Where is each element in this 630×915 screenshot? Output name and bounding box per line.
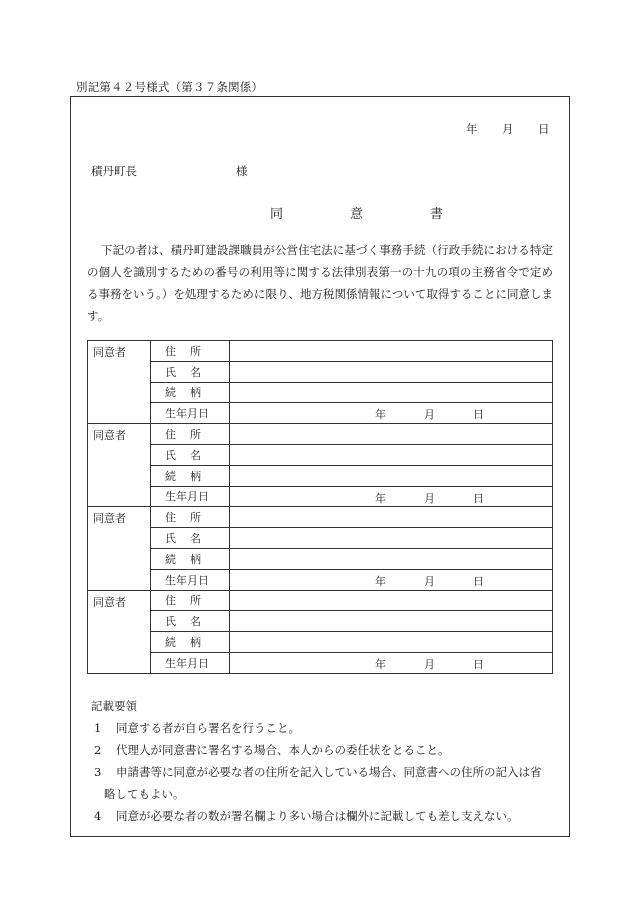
- field-label-name: [151, 444, 230, 465]
- dob-day-label: 日: [473, 491, 484, 505]
- field-label-birthdate: [151, 486, 230, 507]
- dob-year-label: 年: [375, 408, 386, 422]
- field-label-text: 住所: [165, 594, 215, 608]
- signer-2-birthdate-row: [88, 486, 553, 507]
- signer-2-name-row: [88, 444, 553, 465]
- field-label-text: 氏名: [165, 448, 215, 462]
- field-label-text: 氏名: [165, 365, 215, 379]
- note-item-3: [94, 761, 554, 805]
- field-label-birthdate: [151, 403, 230, 424]
- field-label-birthdate: [151, 652, 230, 673]
- dob-year-label: 年: [375, 574, 386, 588]
- signer-3-name-row: [88, 528, 553, 549]
- field-label-name: [151, 611, 230, 632]
- dob-month-label: 月: [424, 408, 435, 422]
- signer-2-relationship-input[interactable]: [230, 465, 553, 486]
- signer-3-name-input[interactable]: [230, 528, 553, 549]
- consent-body-text: 下記の者は、積丹町建設課職員が公営住宅法に基づく事務手続（行政手続における特定の個人を識別するための番号の利用等に関する法律別表第一の十九の項の主務省令で定める事務をいう。）を処理するために限り、地方税関係情報について取得することに同意します。: [87, 243, 553, 323]
- field-label-text: 生年月日: [165, 573, 209, 587]
- notes-heading: 記載要領: [91, 699, 137, 713]
- signer-1-relationship-row: [88, 382, 553, 403]
- signer-3-address-row: [88, 507, 553, 528]
- field-label-address: [151, 424, 230, 445]
- dob-day-label: 日: [473, 574, 484, 588]
- note-number: 2: [94, 743, 102, 757]
- signer-1-address-input[interactable]: [230, 341, 553, 362]
- signer-4-name-row: [88, 611, 553, 632]
- note-item-1: [94, 717, 554, 739]
- signer-2-name-input[interactable]: [230, 444, 553, 465]
- dob-month-label: 月: [424, 491, 435, 505]
- signer-4-relationship-input[interactable]: [230, 632, 553, 653]
- signer-4-birthdate-row: [88, 652, 553, 673]
- field-label-birthdate: [151, 569, 230, 590]
- field-label-text: 住所: [165, 511, 215, 525]
- field-label-text: 続柄: [165, 469, 215, 483]
- field-label-relationship: [151, 632, 230, 653]
- field-label-text: 住所: [165, 344, 215, 358]
- field-label-relationship: [151, 382, 230, 403]
- field-label-text: 続柄: [165, 636, 215, 650]
- signer-4-relationship-row: [88, 632, 553, 653]
- signer-1-name-row: [88, 361, 553, 382]
- note-text-continued: 略してもよい。: [104, 787, 185, 801]
- field-label-address: [151, 341, 230, 362]
- signer-3-birthdate-input[interactable]: [230, 569, 553, 590]
- field-label-relationship: [151, 465, 230, 486]
- note-number: 4: [94, 809, 102, 823]
- dob-day-label: 日: [473, 408, 484, 422]
- dob-month-label: 月: [424, 657, 435, 671]
- signer-3-relationship-row: [88, 548, 553, 569]
- dob-year-label: 年: [375, 657, 386, 671]
- signer-4-address-row: [88, 590, 553, 611]
- note-number: 1: [94, 721, 102, 735]
- signer-1-birthdate-input[interactable]: [230, 403, 553, 424]
- field-label-text: 生年月日: [165, 490, 209, 504]
- dob-day-label: 日: [473, 657, 484, 671]
- field-label-text: 生年月日: [165, 407, 209, 421]
- form-number-label: 別記第４２号様式（第３７条関係）: [76, 80, 264, 94]
- signer-table: [87, 340, 553, 674]
- field-label-relationship: [151, 548, 230, 569]
- signer-4-name-input[interactable]: [230, 611, 553, 632]
- field-label-text: 生年月日: [165, 656, 209, 670]
- field-label-text: 氏名: [165, 615, 215, 629]
- field-label-text: 住所: [165, 428, 215, 442]
- field-label-text: 続柄: [165, 386, 215, 400]
- signer-1-name-input[interactable]: [230, 361, 553, 382]
- note-item-4: [94, 805, 554, 827]
- note-text: 代理人が同意書に署名する場合、本人からの委任状をとること。: [116, 743, 450, 757]
- signer-2-address-input[interactable]: [230, 424, 553, 445]
- signer-4-birthdate-input[interactable]: [230, 652, 553, 673]
- document-title: 同 意 書: [270, 207, 471, 222]
- signer-3-address-input[interactable]: [230, 507, 553, 528]
- date-day-label: 日: [538, 122, 550, 136]
- field-label-text: 続柄: [165, 552, 215, 566]
- signer-group-label: 同意者: [88, 424, 151, 507]
- note-number: 3: [94, 765, 102, 779]
- note-text: 同意が必要な者の数が署名欄より多い場合は欄外に記載しても差し支えない。: [116, 809, 519, 823]
- addressee-honorific: 様: [236, 164, 248, 178]
- field-label-text: 氏名: [165, 532, 215, 546]
- field-label-address: [151, 507, 230, 528]
- dob-month-label: 月: [424, 574, 435, 588]
- signer-3-relationship-input[interactable]: [230, 548, 553, 569]
- field-label-name: [151, 361, 230, 382]
- addressee-name: 積丹町長: [91, 164, 137, 178]
- field-label-address: [151, 590, 230, 611]
- signer-1-address-row: [88, 341, 553, 362]
- signer-group-label: 同意者: [88, 341, 151, 424]
- note-text: 申請書等に同意が必要な者の住所を記入している場合、同意書への住所の記入は省: [116, 765, 542, 779]
- date-year-label: 年: [466, 122, 478, 136]
- field-label-name: [151, 528, 230, 549]
- note-text: 同意する者が自ら署名を行うこと。: [116, 721, 300, 735]
- signer-group-label: 同意者: [88, 590, 151, 673]
- dob-year-label: 年: [375, 491, 386, 505]
- signer-1-relationship-input[interactable]: [230, 382, 553, 403]
- signer-2-address-row: [88, 424, 553, 445]
- date-month-label: 月: [502, 122, 514, 136]
- note-item-2: [94, 739, 554, 761]
- signer-2-relationship-row: [88, 465, 553, 486]
- signer-1-birthdate-row: [88, 403, 553, 424]
- signer-4-address-input[interactable]: [230, 590, 553, 611]
- signer-2-birthdate-input[interactable]: [230, 486, 553, 507]
- signer-group-label: 同意者: [88, 507, 151, 590]
- signer-3-birthdate-row: [88, 569, 553, 590]
